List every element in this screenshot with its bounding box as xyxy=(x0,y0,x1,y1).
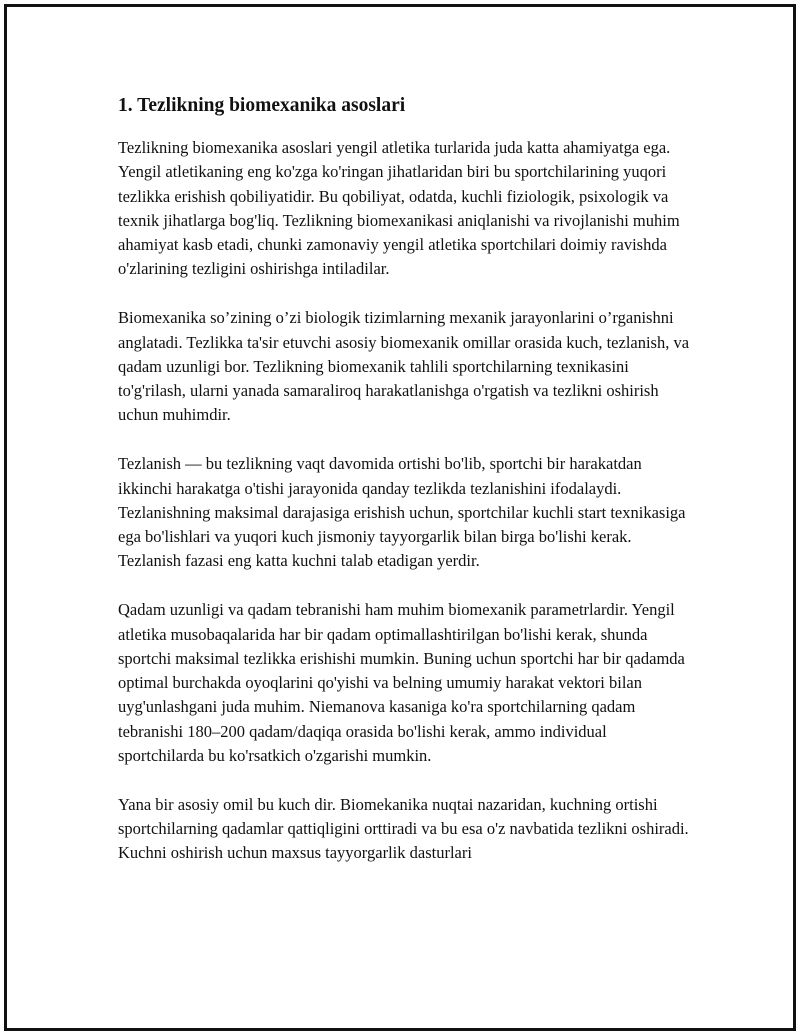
paragraph-5: Yana bir asosiy omil bu kuch dir. Biomekanika nuqtai nazaridan, kuchning ortishi sportchilarning qadamlar qattiqligini orttiradi va bu esa o'z navbatida tezlikni oshiradi. Kuchni oshirish uchun maxsus tayyorgarlik dasturlari xyxy=(118,794,689,863)
paragraph-4: Qadam uzunligi va qadam tebranishi ham muhim biomexanik parametrlardir. Yengil atletika musobaqalarida har bir qadam optimallashtirilgan bo'lishi kerak, shunda sportchi maksimal tezlikka erishishi mumkin. Buning uchun sportchi har bir qadamda optimal burchakda oyoqlarini qo'yishi va belning umumiy harakat vektori bilan uyg'unlashgani juda muhim. Niemanova kasaniga ko'ra sportchilarning qadam tebranishi 180–200 qadam/daqiqa orasida bo'lishi kerak, ammo individual sportchilarda bu ko'rsatkich o'zgarishi mumkin. xyxy=(118,600,685,766)
paragraph-3: Tezlanish — bu tezlikning vaqt davomida ortishi bo'lib, sportchi bir harakatdan ikkinchi harakatga o'tishi jarayonida qanday tezlikda tezlanishini ifodalaydi. Tezlanishning maksimal darajasiga erishish uchun, sportchilar kuchli start texnikasiga ega bo'lishlari va yuqori kuch jismoniy tayyorgarlik bilan birga bo'lishi kerak. Tezlanish fazasi eng katta kuchni talab etadigan yerdir. xyxy=(118,454,686,571)
paragraph-2: Biomexanika so’zining o’zi biologik tizimlarning mexanik jarayonlarini o’rganishni anglatadi. Tezlikka ta'sir etuvchi asosiy biomexanik omillar orasida kuch, tezlanish, va qadam uzunligi bor. Tezlikning biomexanik tahlili sportchilarning texnikasini to'g'rilash, ularni yanada samaraliroq harakatlanishga o'rgatish va tezlikni oshirish uchun muhimdir. xyxy=(118,308,690,425)
section-heading: 1. Tezlikning biomexanika asoslari xyxy=(118,95,406,116)
paragraph-1: Tezlikning biomexanika asoslari yengil atletika turlarida juda katta ahamiyatga ega. Yengil atletikaning eng ko'zga ko'ringan jihatlaridan biri bu sportchilarining yuqori tezlikka erishish qobiliyatidir. Bu qobiliyat, odatda, kuchli fiziologik, psixologik va texnik jihatlarga bog'liq. Tezlikning biomexanikasi aniqlanishi va rivojlanishi muhim ahamiyat kasb etadi, chunki zamonaviy yengil atletika sportchilari doimiy ravishda o'zlarining tezligini oshirishga intiladilar. xyxy=(118,138,680,279)
document-body xyxy=(118,92,690,890)
